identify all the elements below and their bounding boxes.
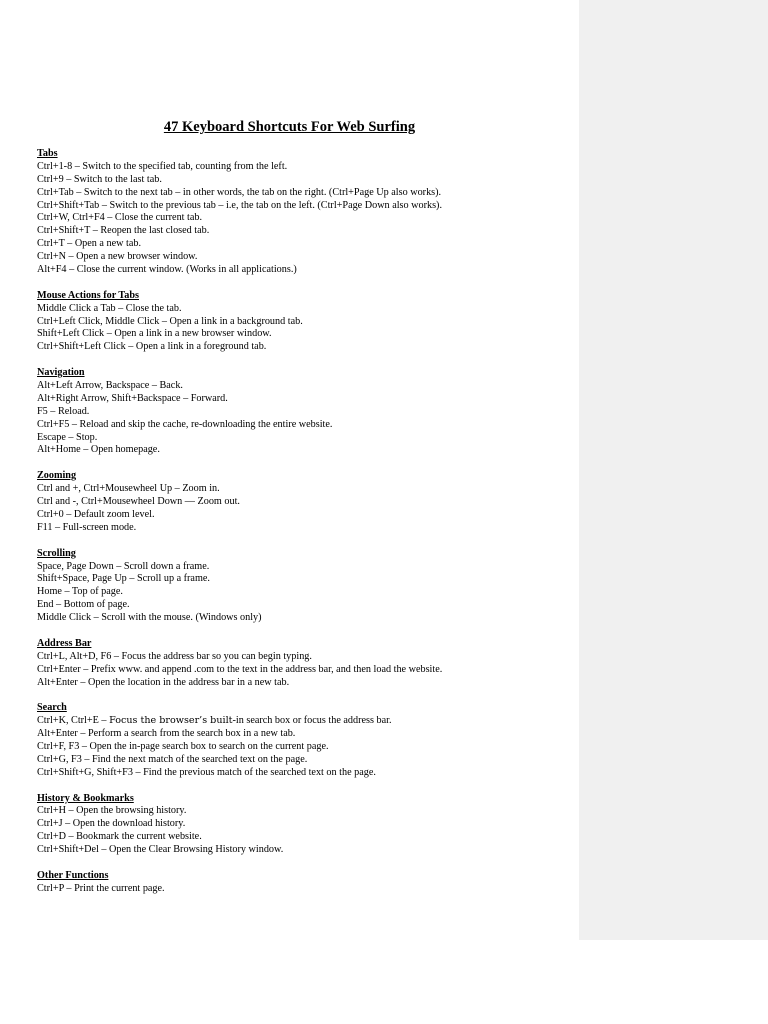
section-address-bar: [37, 638, 572, 690]
shortcut-line: Alt+Home – Open homepage.: [37, 444, 160, 456]
shortcut-line: Ctrl+9 – Switch to the last tab.: [37, 173, 162, 185]
shortcut-line: Alt+F4 – Close the current window. (Works in all applications.): [37, 264, 297, 276]
shortcut-line: Ctrl+1-8 – Switch to the specified tab, counting from the left.: [37, 160, 288, 172]
section-heading: Navigation: [37, 367, 85, 379]
section-heading: Mouse Actions for Tabs: [37, 289, 139, 301]
shortcut-line: Shift+Space, Page Up – Scroll up a frame.: [37, 573, 210, 585]
shortcut-line: F5 – Reload.: [37, 405, 90, 417]
section-history-bookmarks: [37, 793, 572, 857]
section-mouse-actions: [37, 290, 572, 354]
shortcut-line: Ctrl+Shift+Del – Open the Clear Browsing History window.: [37, 844, 284, 856]
section-search: [37, 702, 572, 779]
section-heading: Tabs: [37, 148, 58, 159]
shortcut-line: Ctrl+0 – Default zoom level.: [37, 508, 155, 520]
shortcut-line: Alt+Enter – Perform a search from the search box in a new tab.: [37, 728, 296, 740]
shortcut-line: Ctrl+Shift+T – Reopen the last closed tab.: [37, 225, 210, 237]
shortcut-line: Ctrl and +, Ctrl+Mousewheel Up – Zoom in.: [37, 483, 220, 495]
shortcut-line: Ctrl+H – Open the browsing history.: [37, 805, 187, 817]
shortcut-line: Alt+Right Arrow, Shift+Backspace – Forward.: [37, 392, 228, 404]
comment-pane: [579, 0, 768, 940]
shortcut-line: Ctrl+Enter – Prefix www. and append .com to the text in the address bar, and then load the website.: [37, 663, 443, 675]
section-heading: Scrolling: [37, 547, 76, 559]
shortcut-line: Ctrl+J – Open the download history.: [37, 818, 186, 830]
shortcut-line: Ctrl+F, F3 – Open the in-page search box to search on the current page.: [37, 740, 329, 752]
shortcut-line: Ctrl+Shift+G, Shift+F3 – Find the previous match of the searched text on the page.: [37, 766, 376, 778]
shortcut-line: Ctrl+W, Ctrl+F4 – Close the current tab.: [37, 212, 203, 224]
shortcut-line: Shift+Left Click – Open a link in a new browser window.: [37, 328, 272, 340]
shortcut-line-part: -in search box or focus the address bar.: [232, 715, 392, 727]
section-navigation: [37, 367, 572, 457]
section-zooming: [37, 470, 572, 534]
shortcut-line: [37, 715, 572, 728]
section-heading: Other Functions: [37, 869, 109, 881]
shortcut-line: Ctrl+Shift+Tab – Switch to the previous tab – i.e, the tab on the left. (Ctrl+Page Down also works).: [37, 199, 442, 211]
shortcut-line: Ctrl+Shift+Left Click – Open a link in a foreground tab.: [37, 341, 267, 353]
shortcut-line: Home – Top of page.: [37, 586, 123, 598]
shortcut-line: Ctrl+N – Open a new browser window.: [37, 251, 198, 263]
shortcut-line: Ctrl and -, Ctrl+Mousewheel Down — Zoom out.: [37, 496, 240, 508]
shortcut-line: Space, Page Down – Scroll down a frame.: [37, 560, 210, 572]
shortcut-line: Middle Click – Scroll with the mouse. (Windows only): [37, 612, 262, 624]
shortcut-line: Ctrl+G, F3 – Find the next match of the searched text on the page.: [37, 753, 308, 765]
section-heading: Zooming: [37, 470, 77, 482]
shortcut-line: F11 – Full-screen mode.: [37, 521, 137, 533]
section-heading: Address Bar: [37, 637, 92, 649]
shortcut-line: Alt+Enter – Open the location in the address bar in a new tab.: [37, 676, 290, 688]
section-other-functions: [37, 870, 572, 896]
shortcut-line: Escape – Stop.: [37, 431, 98, 443]
section-scrolling: [37, 548, 572, 625]
shortcut-line-part: Ctrl+K, Ctrl+E –: [37, 715, 110, 727]
shortcut-line: Ctrl+Tab – Switch to the next tab – in other words, the tab on the right. (Ctrl+Page Up also works).: [37, 186, 442, 198]
shortcut-line-part: Focus the browser’s built: [109, 715, 233, 727]
document-title: 47 Keyboard Shortcuts For Web Surfing: [163, 119, 416, 135]
document-body: [37, 148, 572, 909]
shortcut-line: Alt+Left Arrow, Backspace – Back.: [37, 380, 183, 392]
shortcut-line: Ctrl+P – Print the current page.: [37, 882, 165, 894]
shortcut-line: Ctrl+D – Bookmark the current website.: [37, 831, 202, 843]
shortcut-line: End – Bottom of page.: [37, 599, 130, 611]
section-tabs: [37, 148, 572, 277]
section-heading: History & Bookmarks: [37, 792, 134, 804]
shortcut-line: Ctrl+L, Alt+D, F6 – Focus the address bar so you can begin typing.: [37, 650, 312, 662]
shortcut-line: Middle Click a Tab – Close the tab.: [37, 302, 182, 314]
shortcut-line: Ctrl+Left Click, Middle Click – Open a link in a background tab.: [37, 315, 303, 327]
shortcut-line: Ctrl+T – Open a new tab.: [37, 238, 142, 250]
shortcut-line: Ctrl+F5 – Reload and skip the cache, re-downloading the entire website.: [37, 418, 333, 430]
section-heading: Search: [37, 702, 67, 714]
